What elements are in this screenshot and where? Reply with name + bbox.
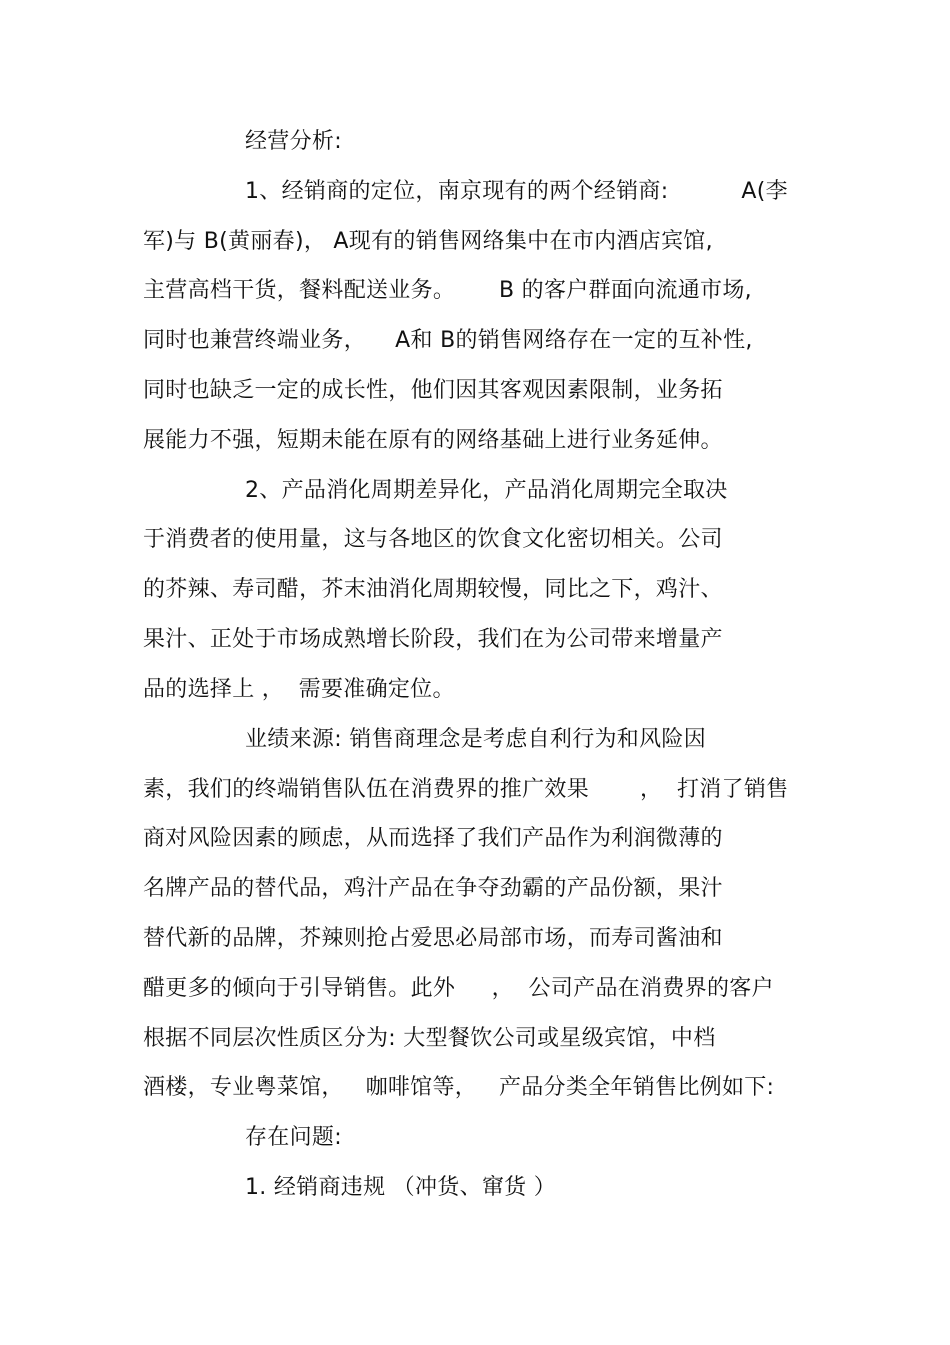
paragraph-line: 展能力不强，短期未能在原有的网络基础上进行业务延伸。 [143, 428, 723, 453]
paragraph-line: 主营高档干货，餐料配送业务。 B 的客户群面向流通市场, [143, 278, 752, 303]
paragraph-line: 酒楼，专业粤菜馆， 咖啡馆等， 产品分类全年销售比例如下: [143, 1075, 775, 1100]
section-heading-business-analysis: 经营分析: [245, 129, 342, 154]
section-heading-issues: 存在问题: [245, 1125, 342, 1150]
list-item: 1. 经销商违规 （冲货、窜货 ） [245, 1175, 557, 1200]
paragraph-line: 醋更多的倾向于引导销售。此外 ， 公司产品在消费界的客户 [143, 976, 774, 1001]
paragraph-line: 于消费者的使用量，这与各地区的饮食文化密切相关。公司 [143, 527, 723, 552]
paragraph-line: 的芥辣、寿司醋，芥末油消化周期较慢，同比之下，鸡汁、 [143, 577, 723, 602]
paragraph-line: 同时也缺乏一定的成长性，他们因其客观因素限制，业务拓 [143, 378, 723, 403]
paragraph-line: 果汁、正处于市场成熟增长阶段，我们在为公司带来增量产 [143, 627, 723, 652]
paragraph-line: 同时也兼营终端业务， A和 B的销售网络存在一定的互补性, [143, 328, 753, 353]
paragraph-line: 根据不同层次性质区分为: 大型餐饮公司或星级宾馆，中档 [143, 1026, 716, 1051]
paragraph-line: 名牌产品的替代品，鸡汁产品在争夺劲霸的产品份额，果汁 [143, 876, 723, 901]
paragraph-line: 替代新的品牌，芥辣则抢占爱思必局部市场，而寿司酱油和 [143, 926, 723, 951]
paragraph-line: 商对风险因素的顾虑，从而选择了我们产品作为利润微薄的 [143, 826, 723, 851]
paragraph-line: 业绩来源: 销售商理念是考虑自利行为和风险因 [245, 727, 707, 752]
paragraph-line: 素，我们的终端销售队伍在消费界的推广效果 ， 打消了销售 [143, 777, 789, 802]
paragraph-line: 军)与 B(黄丽春)， A现有的销售网络集中在市内酒店宾馆, [143, 229, 713, 254]
paragraph-line: 品的选择上 ， 需要准确定位。 [143, 677, 455, 702]
paragraph-line: 1、经销商的定位，南京现有的两个经销商: A(李 [245, 179, 788, 204]
paragraph-line: 2、产品消化周期差异化，产品消化周期完全取决 [245, 478, 728, 503]
